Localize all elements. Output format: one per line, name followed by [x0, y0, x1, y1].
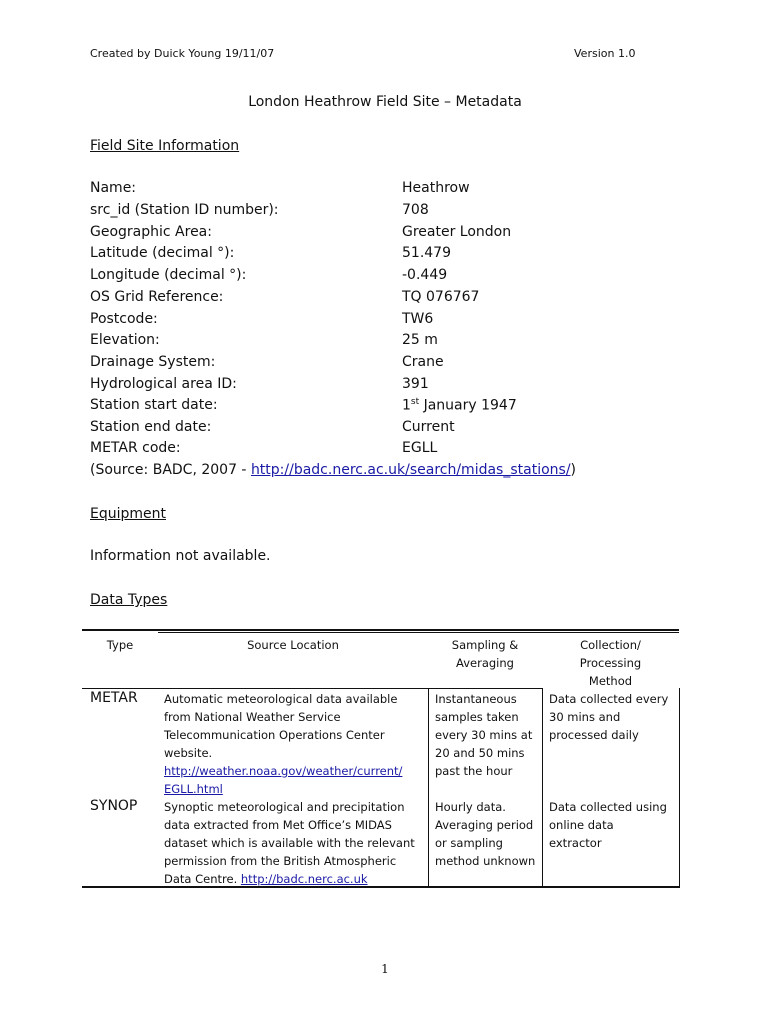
source-line: data extracted from Met Office’s MIDAS: [164, 818, 392, 832]
source-line: Synoptic meteorological and precipitation: [164, 800, 405, 814]
info-value: 51.479: [402, 245, 451, 261]
collection-line: Data collected every: [549, 692, 669, 706]
column-divider: [428, 688, 429, 888]
source-citation: [90, 462, 576, 478]
info-row-hydrological-area: [90, 376, 690, 398]
info-value: TQ 076767: [402, 289, 480, 305]
info-label: Geographic Area:: [90, 224, 212, 240]
info-label: Postcode:: [90, 311, 158, 327]
info-row-drainage: [90, 354, 690, 376]
source-line: Telecommunication Operations Center: [164, 728, 385, 742]
info-value: [402, 397, 517, 414]
collection-line: online data: [549, 818, 614, 832]
info-value: -0.449: [402, 267, 448, 283]
info-label: Drainage System:: [90, 354, 216, 370]
info-label: Elevation:: [90, 332, 160, 348]
info-label: Name:: [90, 180, 137, 196]
sampling-line: Hourly data.: [435, 800, 506, 814]
info-value: Crane: [402, 354, 444, 370]
table-header-rule: [82, 688, 158, 689]
table-top-rule: [82, 629, 679, 631]
row-type: SYNOP: [90, 798, 138, 814]
collection-line: 30 mins and: [549, 710, 621, 724]
row-collection: [549, 798, 679, 852]
created-by-note: Created by Duick Young 19/11/07: [90, 47, 275, 60]
row-sampling: [435, 690, 541, 780]
column-header-collection: [542, 636, 679, 690]
table-header-rule: [158, 688, 542, 689]
row-type: METAR: [90, 690, 138, 706]
sampling-line: samples taken: [435, 710, 519, 724]
start-day: 1: [402, 397, 411, 414]
header-line: Collection/: [580, 638, 641, 652]
sampling-line: or sampling: [435, 836, 503, 850]
column-header-type: Type: [106, 638, 134, 652]
source-line: permission from the British Atmospheric: [164, 854, 397, 868]
info-row-name: [90, 180, 690, 202]
sampling-line: every 30 mins at: [435, 728, 533, 742]
info-value: 391: [402, 376, 429, 392]
info-label: Longitude (decimal °):: [90, 267, 247, 283]
version-note: Version 1.0: [574, 47, 636, 60]
info-row-os-grid: [90, 289, 690, 311]
info-row-postcode: [90, 311, 690, 333]
info-row-src-id: [90, 202, 690, 224]
header-line: Method: [588, 674, 633, 688]
noaa-link[interactable]: http://weather.noaa.gov/weather/current/: [164, 764, 403, 778]
info-label: src_id (Station ID number):: [90, 202, 279, 218]
info-value: Heathrow: [402, 180, 470, 196]
page-title: London Heathrow Field Site – Metadata: [248, 94, 522, 110]
info-label: Latitude (decimal °):: [90, 245, 235, 261]
ordinal-suffix: st: [410, 397, 420, 407]
column-divider: [542, 688, 543, 888]
equipment-text: Information not available.: [90, 548, 271, 564]
row-source: [164, 798, 426, 888]
info-row-latitude: [90, 245, 690, 267]
equipment-heading: Equipment: [90, 506, 166, 522]
row-sampling: [435, 798, 541, 870]
row-source: [164, 690, 426, 798]
info-value: 25 m: [402, 332, 438, 348]
info-label: OS Grid Reference:: [90, 289, 224, 305]
source-line: Automatic meteorological data available: [164, 692, 398, 706]
source-last-prefix: Data Centre.: [164, 872, 241, 886]
info-row-longitude: [90, 267, 690, 289]
info-label: METAR code:: [90, 440, 181, 456]
source-line: dataset which is available with the relevant: [164, 836, 415, 850]
info-row-end-date: [90, 419, 690, 441]
start-month-year: January 1947: [419, 397, 517, 414]
noaa-link-cont[interactable]: EGLL.html: [164, 782, 223, 796]
badc-stations-link[interactable]: http://badc.nerc.ac.uk/search/midas_stations/: [250, 462, 571, 478]
collection-line: processed daily: [549, 728, 639, 742]
row-collection: [549, 690, 679, 744]
info-value: Current: [402, 419, 455, 435]
info-value: Greater London: [402, 224, 512, 240]
column-header-source: Source Location: [247, 638, 339, 652]
sampling-line: method unknown: [435, 854, 536, 868]
collection-line: Data collected using: [549, 800, 667, 814]
source-prefix: (Source: BADC, 2007 -: [90, 462, 251, 478]
info-row-geographic-area: [90, 224, 690, 246]
source-line: [164, 870, 426, 888]
info-row-start-date: [90, 397, 690, 419]
header-line: Processing: [579, 656, 642, 670]
data-types-heading: Data Types: [90, 592, 168, 608]
source-line: from National Weather Service: [164, 710, 341, 724]
sampling-line: past the hour: [435, 764, 513, 778]
info-value: TW6: [402, 311, 434, 327]
info-label: Station end date:: [90, 419, 212, 435]
column-header-sampling: [428, 636, 542, 672]
info-row-elevation: [90, 332, 690, 354]
source-suffix: ): [570, 462, 576, 478]
info-value: EGLL: [402, 440, 438, 456]
collection-line: extractor: [549, 836, 602, 850]
page-number: 1: [381, 962, 389, 976]
info-row-metar-code: [90, 440, 690, 462]
field-site-heading: Field Site Information: [90, 138, 240, 154]
sampling-line: Averaging period: [435, 818, 534, 832]
table-top-rule-inner: [158, 632, 679, 633]
sampling-line: Instantaneous: [435, 692, 517, 706]
header-line: Sampling &: [451, 638, 519, 652]
source-line: website.: [164, 746, 213, 760]
header-line: Averaging: [456, 656, 514, 670]
info-label: Hydrological area ID:: [90, 376, 237, 392]
sampling-line: 20 and 50 mins: [435, 746, 525, 760]
info-value: 708: [402, 202, 429, 218]
info-label: Station start date:: [90, 397, 218, 413]
badc-link[interactable]: http://badc.nerc.ac.uk: [240, 872, 368, 886]
column-divider: [679, 688, 680, 888]
